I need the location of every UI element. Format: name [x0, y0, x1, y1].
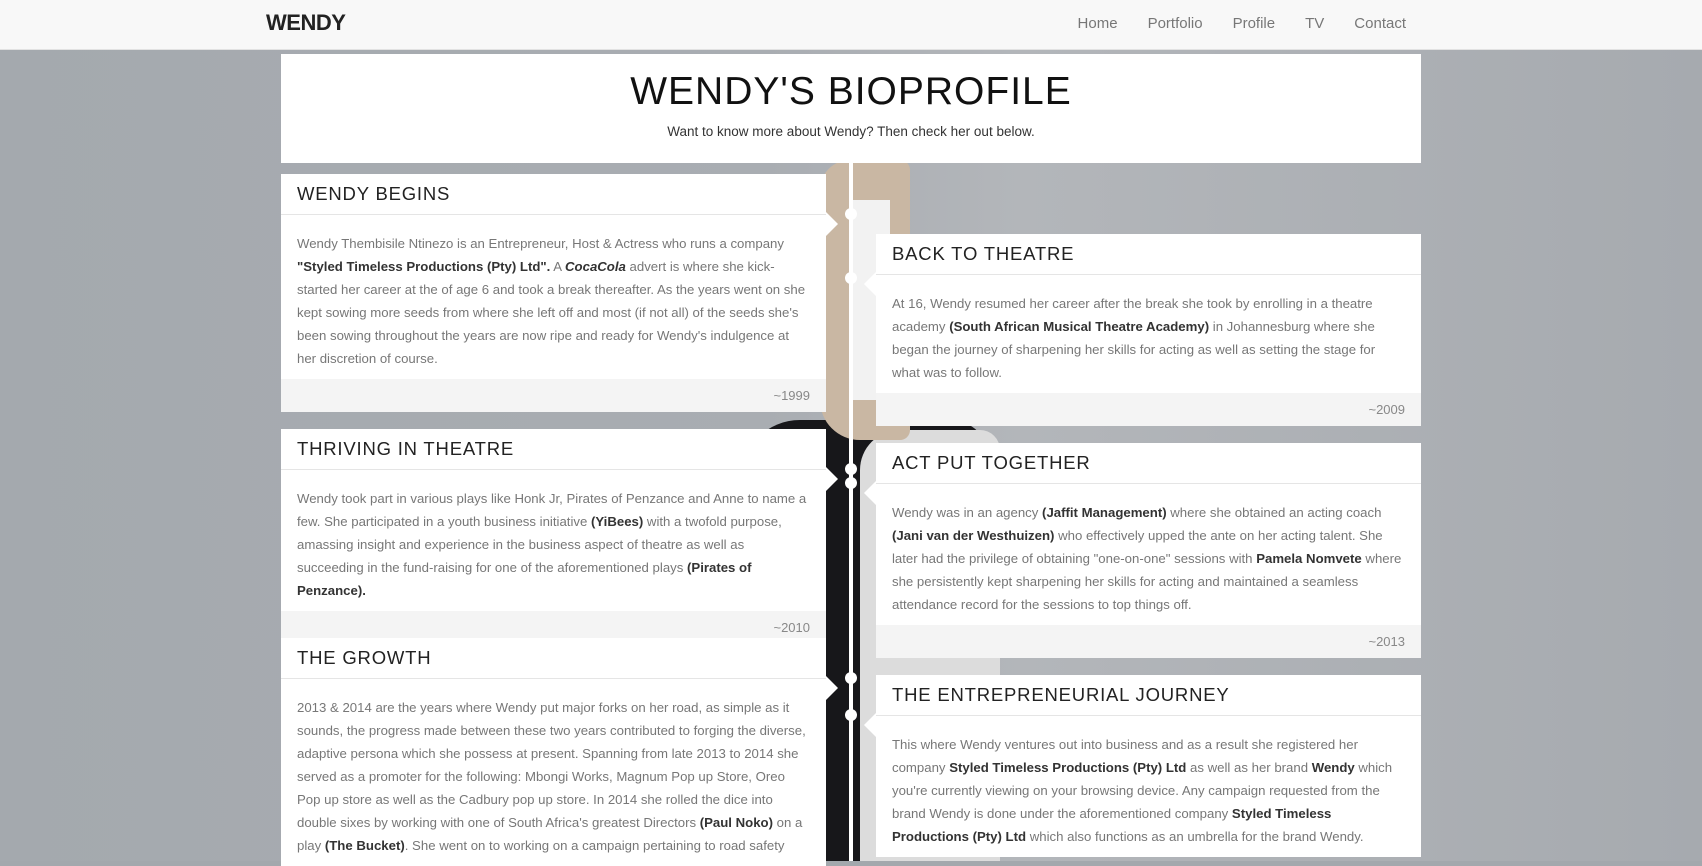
panel-footer-year: ~1999 — [281, 379, 826, 412]
panel-title: THRIVING IN THEATRE — [297, 438, 515, 459]
timeline-dot — [845, 463, 857, 475]
nav-tv[interactable]: TV — [1305, 15, 1325, 32]
panel-footer-year: ~2013 — [876, 625, 1421, 658]
nav-contact[interactable]: Contact — [1354, 15, 1406, 32]
emphasis-text: (YiBees) — [590, 514, 644, 529]
panel-heading — [876, 234, 1421, 275]
timeline-panel — [876, 675, 1421, 857]
panel-body: 2013 & 2014 are the years where Wendy put major forks on her road, as simple as it sounds, the progress made between these two years contributed to forging the diverse, adaptive persona which she possess at present. Spanning from late 2013 to 2014 she served as a promoter for the following: Mbongi Works, Magnum Pop up Store, Oreo Pop up store as well as the Cadbury pop up store. In 2014 she rolled the dice into double sixes by working with one of South Africa's greatest Directors (Paul Noko) on a play (The Bucket). She went on to working on a campaign pertaining to road safety — [297, 700, 806, 853]
panel-footer-year: ~2010 — [281, 611, 826, 644]
panel-title: THE ENTREPRENEURIAL JOURNEY — [892, 684, 1230, 705]
emphasis-text: (South African Musical Theatre Academy) — [949, 319, 1210, 334]
timeline-dot — [845, 208, 857, 220]
panel-heading — [876, 675, 1421, 716]
nav-profile[interactable]: Profile — [1232, 15, 1276, 32]
timeline-panel — [876, 234, 1421, 426]
emphasis-text: CocaCola — [565, 259, 626, 274]
panel-body: Wendy took part in various plays like Honk Jr, Pirates of Penzance and Anne to name a few. She participated in a youth business initiative (YiBees) with a twofold purpose, amassing insight and experience in the business aspect of theatre as well as succeeding in the fund-raising for one of the aforementioned plays (Pirates of Penzance). — [297, 491, 807, 598]
page-header — [281, 54, 1421, 163]
panel-arrow — [826, 212, 838, 236]
emphasis-text: Styled Timeless Productions (Pty) Ltd — [892, 806, 1332, 844]
emphasis-text: Styled Timeless Productions (Pty) Ltd — [949, 760, 1187, 775]
timeline-panel — [281, 638, 826, 866]
emphasis-text: (Jani van der Westhuizen) — [892, 528, 1055, 543]
nav-portfolio[interactable]: Portfolio — [1147, 15, 1203, 32]
timeline-dot — [845, 672, 857, 684]
page-title: WENDY'S BIOPROFILE — [630, 70, 1072, 113]
panel-arrow — [864, 272, 876, 296]
panel-title: WENDY BEGINS — [297, 183, 451, 204]
emphasis-text: (Pirates of Penzance). — [297, 560, 752, 598]
panel-heading — [281, 429, 826, 470]
navbar — [0, 0, 1702, 50]
timeline-panel — [281, 429, 826, 644]
timeline-line — [849, 160, 853, 861]
timeline-panel — [281, 174, 826, 412]
emphasis-text: Pamela Nomvete — [1256, 551, 1362, 566]
nav-menu — [1078, 15, 1406, 32]
panel-body: Wendy Thembisile Ntinezo is an Entrepreneur, Host & Actress who runs a company "Styled Timeless Productions (Pty) Ltd". A CocaCola advert is where she kick-started her career at the of age 6 and took a break thereafter. As the years went on she kept sowing more seeds from where she left off and most (if not all) of the seeds she's been sowing throughout the years are now ripe and ready for Wendy's indulgence at her discretion of course. — [297, 236, 806, 366]
panel-arrow — [826, 467, 838, 491]
timeline-dot — [845, 477, 857, 489]
panel-title: THE GROWTH — [297, 647, 432, 668]
page-subtitle: Want to know more about Wendy? Then check her out below. — [667, 124, 1035, 139]
timeline-panel — [876, 443, 1421, 658]
emphasis-text: (The Bucket) — [324, 838, 405, 853]
panel-body: At 16, Wendy resumed her career after the break she took by enrolling in a theatre academy (South African Musical Theatre Academy) in Johannesburg where she began the journey of sharpening her skills for acting as well as setting the stage for what was to follow. — [892, 296, 1376, 380]
timeline-dot — [845, 709, 857, 721]
panel-body: Wendy was in an agency (Jaffit Management) where she obtained an acting coach (Jani van der Westhuizen) who effectively upped the ante on her acting talent. She later had the privilege of obtaining "one-on-one" sessions with Pamela Nomvete where she persistently kept sharpening her skills for acting and maintained a seamless attendance record for the sessions to top things off. — [892, 505, 1402, 612]
panel-arrow — [864, 713, 876, 737]
panel-heading — [876, 443, 1421, 484]
emphasis-text: Wendy — [1311, 760, 1355, 775]
brand-logo[interactable]: WENDY — [266, 10, 346, 35]
emphasis-text: (Paul Noko) — [699, 815, 773, 830]
panel-footer-year: ~2009 — [876, 393, 1421, 426]
timeline-dot — [845, 272, 857, 284]
panel-heading — [281, 174, 826, 215]
emphasis-text: (Jaffit Management) — [1042, 505, 1167, 520]
panel-arrow — [826, 676, 838, 700]
panel-title: BACK TO THEATRE — [892, 243, 1075, 264]
panel-title: ACT PUT TOGETHER — [892, 452, 1091, 473]
emphasis-text: "Styled Timeless Productions (Pty) Ltd". — [297, 259, 551, 274]
panel-arrow — [864, 481, 876, 505]
panel-heading — [281, 638, 826, 679]
nav-home[interactable]: Home — [1077, 15, 1118, 32]
panel-body: This where Wendy ventures out into business and as a result she registered her company Styled Timeless Productions (Pty) Ltd as well as her brand Wendy which you're currently viewing on your browsing device. Any campaign requested from the brand Wendy is done under the aforementioned company Styled Timeless Productions (Pty) Ltd which also functions as an umbrella for the brand Wendy. — [892, 737, 1393, 844]
